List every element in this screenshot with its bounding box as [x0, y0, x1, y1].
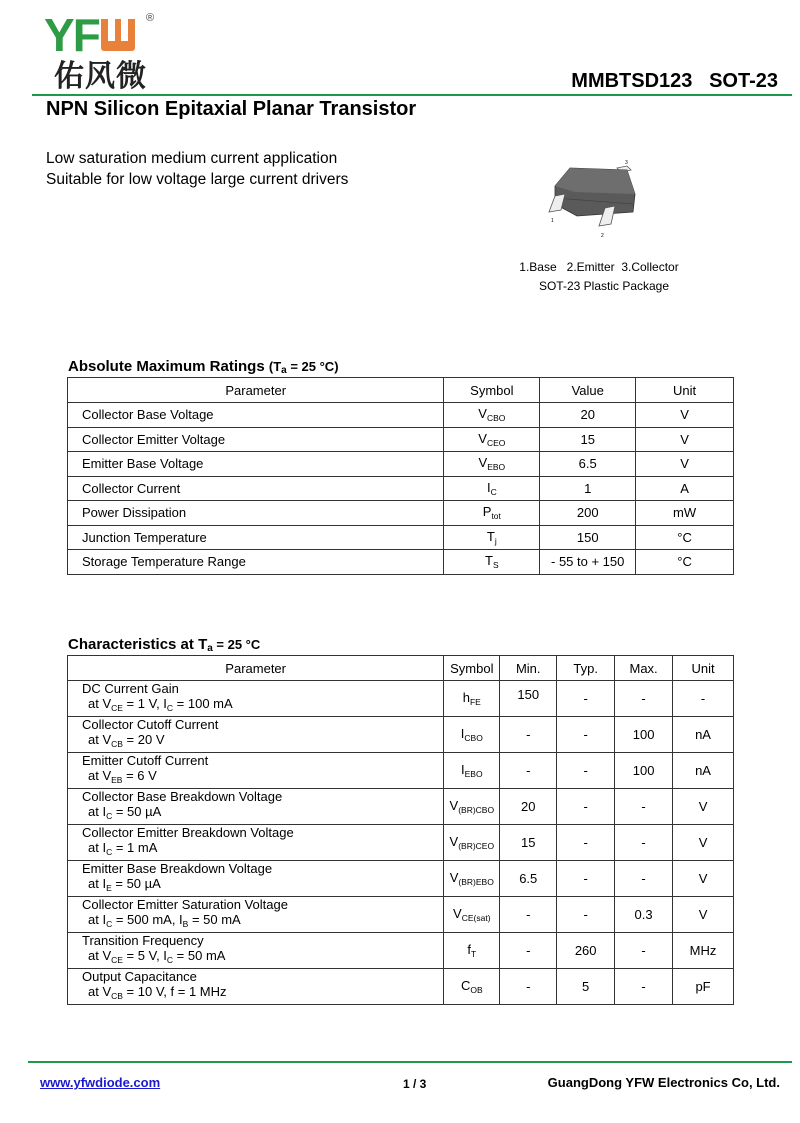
column-header: Max.	[615, 656, 673, 681]
absolute-maximum-ratings-table	[67, 377, 734, 575]
parameter-cell: Power Dissipation	[68, 501, 444, 526]
min-cell: -	[500, 933, 557, 969]
parameter-cell: Transition Frequency at $V_{CE} = 5$ V, $I_C = 50$ mA	[68, 933, 444, 969]
registered-mark: ®	[146, 12, 155, 24]
value-cell: - 55 to + 150	[540, 550, 636, 575]
table-row	[68, 403, 734, 428]
unit-cell: MHz	[673, 933, 734, 969]
test-condition: at $V_{CB} = 10$ V, f = 1 MHz	[88, 984, 227, 1001]
max-cell: -	[615, 825, 673, 861]
abs-max-section-title: Absolute Maximum Ratings ($T_a = 25$ °C)	[68, 358, 339, 376]
test-condition: at $I_C = 50$ µA	[88, 804, 162, 821]
symbol-cell: $C_{OB}$	[444, 969, 500, 1005]
column-header: Unit	[673, 656, 734, 681]
column-header: Value	[540, 378, 636, 403]
unit-cell: V	[673, 789, 734, 825]
value-cell: 200	[540, 501, 636, 526]
typ-cell: -	[557, 789, 615, 825]
table-row	[68, 897, 734, 933]
column-header: Min.	[500, 656, 557, 681]
column-header: Unit	[636, 378, 734, 403]
table-row	[68, 969, 734, 1005]
symbol-cell: $I_C$	[444, 476, 540, 501]
test-condition: at $I_C = 1$ mA	[88, 840, 158, 857]
unit-cell: °C	[636, 525, 734, 550]
table-header-row	[68, 656, 734, 681]
symbol-cell: $P_{tot}$	[444, 501, 540, 526]
logo-wordmark: YF	[44, 12, 135, 58]
typ-cell: 5	[557, 969, 615, 1005]
column-header: Parameter	[68, 378, 444, 403]
parameter-cell: Storage Temperature Range	[68, 550, 444, 575]
table-row	[68, 825, 734, 861]
table-row	[68, 717, 734, 753]
symbol-cell: $h_{FE}$	[444, 681, 500, 717]
typ-cell: -	[557, 753, 615, 789]
max-cell: 0.3	[615, 897, 673, 933]
parameter-cell: Collector Base Breakdown Voltage at $I_C = 50$ µA	[68, 789, 444, 825]
typ-cell: -	[557, 717, 615, 753]
symbol-cell: $V_{(BR)CEO}$	[444, 825, 500, 861]
max-cell: 100	[615, 717, 673, 753]
parameter-cell: Collector Base Voltage	[68, 403, 444, 428]
value-cell: 20	[540, 403, 636, 428]
unit-cell: V	[636, 427, 734, 452]
symbol-cell: $V_{(BR)EBO}$	[444, 861, 500, 897]
website-link[interactable]: www.yfwdiode.com	[40, 1075, 161, 1090]
table-row	[68, 525, 734, 550]
value-cell: 150	[540, 525, 636, 550]
characteristics-section-title: Characteristics at $T_a = 25$ °C	[68, 636, 261, 654]
characteristics-table	[67, 655, 734, 1005]
max-cell: -	[615, 789, 673, 825]
parameter-cell: Collector Emitter Saturation Voltage at $I_C = 500$ mA, $I_B = 50$ mA	[68, 897, 444, 933]
unit-cell: pF	[673, 969, 734, 1005]
test-condition: at $V_{EB} = 6$ V	[88, 768, 157, 785]
sot23-package-image	[545, 160, 645, 245]
unit-cell: nA	[673, 717, 734, 753]
table-row	[68, 476, 734, 501]
feature-list	[46, 148, 348, 190]
min-cell: -	[500, 969, 557, 1005]
part-number-title: MMBTSD123 SOT-23	[571, 70, 778, 92]
column-header: Symbol	[444, 656, 500, 681]
table-row	[68, 452, 734, 477]
table-header-row	[68, 378, 734, 403]
unit-cell: A	[636, 476, 734, 501]
unit-cell: V	[636, 403, 734, 428]
symbol-cell: $T_j$	[444, 525, 540, 550]
package-type-label: SOT-23 Plastic Package	[538, 279, 670, 293]
unit-cell: V	[673, 897, 734, 933]
max-cell: -	[615, 933, 673, 969]
typ-cell: -	[557, 825, 615, 861]
unit-cell: V	[673, 861, 734, 897]
symbol-cell: $V_{CBO}$	[444, 403, 540, 428]
parameter-cell: Emitter Cutoff Current at $V_{EB} = 6$ V	[68, 753, 444, 789]
min-cell: -	[500, 897, 557, 933]
column-header: Typ.	[557, 656, 615, 681]
min-cell: 150	[500, 681, 557, 717]
pin-1-number: 1	[551, 218, 554, 224]
test-condition: at $V_{CE} = 5$ V, $I_C = 50$ mA	[88, 948, 226, 965]
table-row	[68, 933, 734, 969]
symbol-cell: $f_T$	[444, 933, 500, 969]
company-logo	[44, 9, 164, 94]
typ-cell: 260	[557, 933, 615, 969]
parameter-cell: Emitter Base Voltage	[68, 452, 444, 477]
max-cell: -	[615, 969, 673, 1005]
test-condition: at $V_{CE} = 1$ V, $I_C = 100$ mA	[88, 696, 233, 713]
test-condition: at $I_C = 500$ mA, $I_B = 50$ mA	[88, 912, 241, 929]
page-number: 1 / 3	[403, 1077, 427, 1091]
unit-cell: mW	[636, 501, 734, 526]
symbol-cell: $V_{CE(sat)}$	[444, 897, 500, 933]
unit-cell: V	[636, 452, 734, 477]
table-row	[68, 550, 734, 575]
min-cell: -	[500, 717, 557, 753]
company-name: GuangDong YFW Electronics Co, Ltd.	[547, 1075, 780, 1090]
column-header: Symbol	[444, 378, 540, 403]
footer-divider	[28, 1061, 792, 1063]
header-divider	[32, 94, 792, 96]
parameter-cell: Output Capacitance at $V_{CB} = 10$ V, f = 1 MHz	[68, 969, 444, 1005]
symbol-cell: $V_{CEO}$	[444, 427, 540, 452]
typ-cell: -	[557, 681, 615, 717]
pin-assignment-label: 1.Base 2.Emitter 3.Collector	[519, 260, 679, 274]
pin-3-number: 3	[625, 160, 628, 166]
symbol-cell: $I_{CBO}$	[444, 717, 500, 753]
document-title: NPN Silicon Epitaxial Planar Transistor	[46, 98, 417, 120]
parameter-cell: Collector Emitter Breakdown Voltage at $I_C = 1$ mA	[68, 825, 444, 861]
min-cell: 20	[500, 789, 557, 825]
feature-item: Suitable for low voltage large current drivers	[46, 171, 349, 188]
table-row	[68, 501, 734, 526]
min-cell: 6.5	[500, 861, 557, 897]
logo-chinese-name: 佑风微	[54, 59, 147, 94]
unit-cell: V	[673, 825, 734, 861]
value-cell: 6.5	[540, 452, 636, 477]
min-cell: 15	[500, 825, 557, 861]
unit-cell: nA	[673, 753, 734, 789]
max-cell: -	[615, 681, 673, 717]
parameter-cell: Collector Cutoff Current at $V_{CB} = 20$ V	[68, 717, 444, 753]
table-row	[68, 789, 734, 825]
pin-1-lead	[549, 194, 565, 212]
test-condition: at $I_E = 50$ µA	[88, 876, 161, 893]
logo-w-glyph-icon	[101, 19, 135, 51]
symbol-cell: $I_{EBO}$	[444, 753, 500, 789]
table-row	[68, 861, 734, 897]
unit-cell: -	[673, 681, 734, 717]
test-condition: at $V_{CB} = 20$ V	[88, 732, 165, 749]
parameter-cell: Collector Current	[68, 476, 444, 501]
symbol-cell: $V_{(BR)CBO}$	[444, 789, 500, 825]
parameter-cell: DC Current Gain at $V_{CE} = 1$ V, $I_C = 100$ mA	[68, 681, 444, 717]
parameter-cell: Collector Emitter Voltage	[68, 427, 444, 452]
column-header: Parameter	[68, 656, 444, 681]
max-cell: 100	[615, 753, 673, 789]
symbol-cell: $V_{EBO}$	[444, 452, 540, 477]
table-row	[68, 753, 734, 789]
parameter-cell: Junction Temperature	[68, 525, 444, 550]
table-row	[68, 681, 734, 717]
value-cell: 1	[540, 476, 636, 501]
parameter-cell: Emitter Base Breakdown Voltage at $I_E = 50$ µA	[68, 861, 444, 897]
package-caption	[500, 258, 700, 296]
max-cell: -	[615, 861, 673, 897]
min-cell: -	[500, 753, 557, 789]
typ-cell: -	[557, 861, 615, 897]
table-row	[68, 427, 734, 452]
unit-cell: °C	[636, 550, 734, 575]
pin-2-number: 2	[601, 233, 604, 239]
typ-cell: -	[557, 897, 615, 933]
value-cell: 15	[540, 427, 636, 452]
symbol-cell: $T_S$	[444, 550, 540, 575]
feature-item: Low saturation medium current application	[46, 150, 338, 167]
